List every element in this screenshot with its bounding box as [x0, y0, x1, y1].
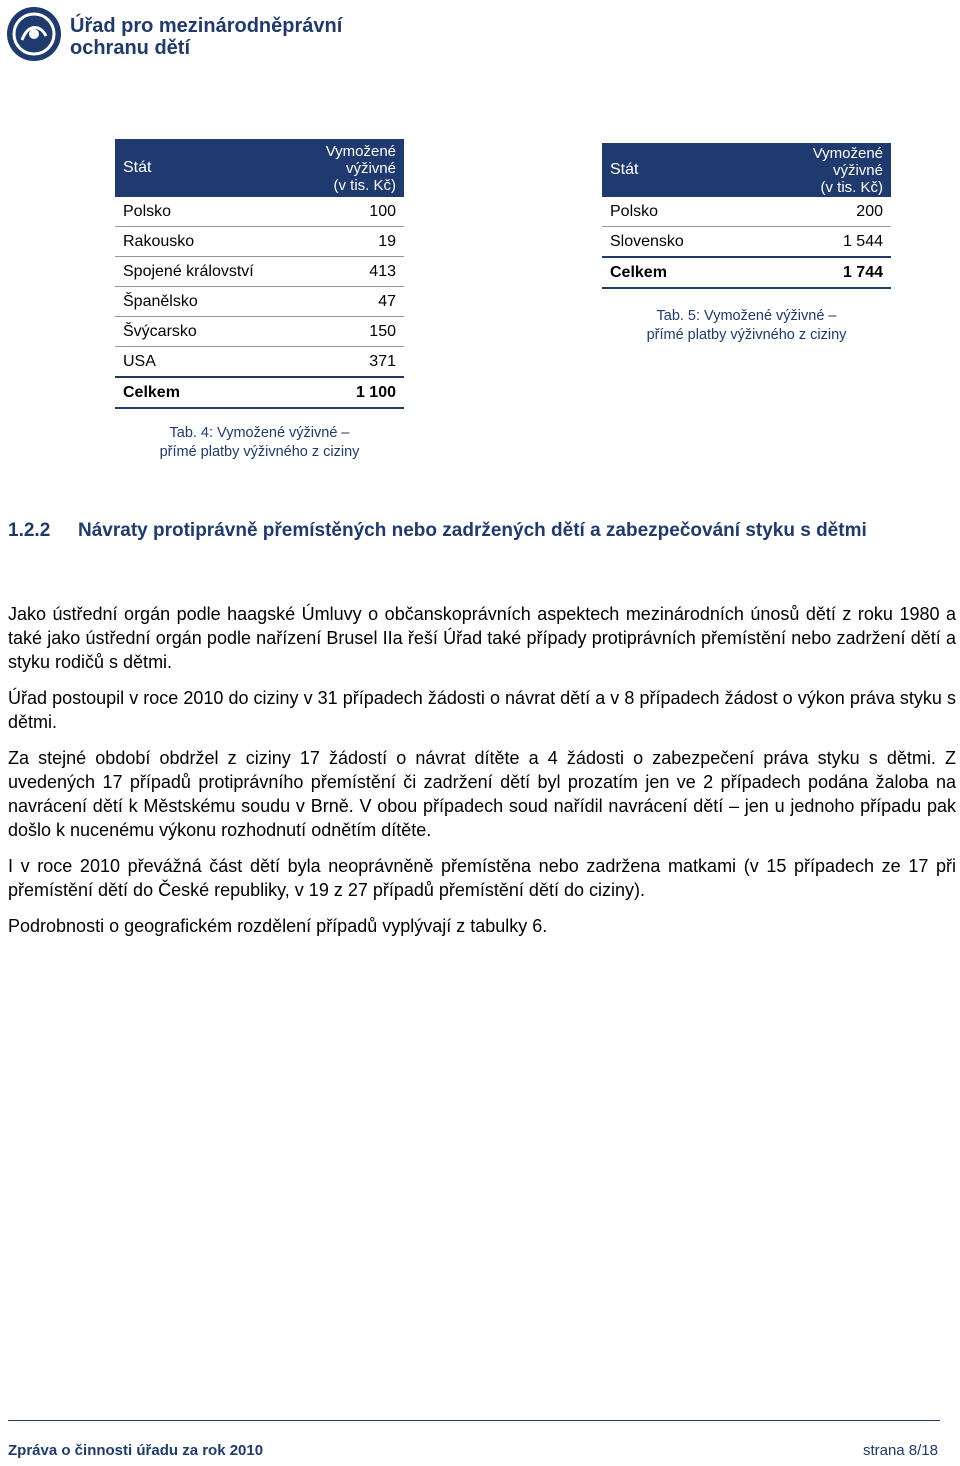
cell-value: 413 — [297, 257, 404, 287]
logo-emblem-icon — [6, 6, 62, 62]
paragraph: Úřad postoupil v roce 2010 do ciziny v 31 případech žádosti o návrat dětí a v 8 případech žádost o výkon práva styku s dětmi. — [8, 688, 956, 732]
section-title: Návraty protiprávně přemístěných nebo zadržených dětí a zabezpečování styku s dětmi — [78, 520, 867, 541]
header-value-l3: (v tis. Kč) — [333, 176, 396, 194]
table-header-row — [602, 143, 891, 197]
cell-value: 19 — [297, 227, 404, 257]
total-value: 1 744 — [749, 257, 891, 288]
cell-state: USA — [115, 347, 297, 378]
table-row — [115, 227, 404, 257]
section-number: 1.2.2 — [8, 520, 51, 541]
table-row — [115, 197, 404, 227]
table-4 — [115, 139, 404, 409]
paragraph: Podrobnosti o geografickém rozdělení případů vyplývají z tabulky 6. — [8, 916, 548, 936]
header-value-l2: výživné — [832, 161, 883, 179]
paragraph: Za stejné období obdržel z ciziny 17 žádostí o návrat dítěte a 4 žádosti o zabezpečení práva styku s dětmi. Z uvedených 17 případů protiprávního přemístění či zadržení dětí byl prozatím jen ve 2 případech podána žaloba na navrácení dětí k Městskému soudu v Brně. V obou případech soud nařídil navrácení dětí – jen u jednoho případu pak došlo k nucenému výkonu rozhodnutí odnětím dítěte. — [8, 748, 956, 840]
header-value-l3: (v tis. Kč) — [820, 178, 883, 196]
table-row — [115, 287, 404, 317]
cell-state: Rakousko — [115, 227, 297, 257]
header-value-l2: výživné — [345, 159, 396, 177]
caption-line-1: Tab. 4: Vymožené výživné – — [169, 425, 350, 441]
cell-state: Polsko — [602, 197, 749, 227]
header-value-l1: Vymožené — [812, 144, 883, 162]
table-row — [115, 347, 404, 378]
logo-line-2: ochranu dětí — [70, 37, 191, 59]
header-value — [749, 143, 891, 197]
logo-text — [70, 15, 342, 59]
table-row — [602, 227, 891, 258]
cell-state: Španělsko — [115, 287, 297, 317]
header-state: Stát — [115, 139, 297, 197]
header-value-l1: Vymožené — [325, 142, 396, 160]
table-4-caption — [115, 424, 404, 462]
caption-line-2: přímé platby výživného z ciziny — [646, 327, 847, 343]
cell-state: Švýcarsko — [115, 317, 297, 347]
caption-line-1: Tab. 5: Vymožené výživné – — [656, 308, 837, 324]
table-total-row — [115, 377, 404, 408]
cell-value: 47 — [297, 287, 404, 317]
cell-state: Slovensko — [602, 227, 749, 258]
table-row — [602, 197, 891, 227]
footer-divider — [8, 1420, 940, 1421]
cell-value: 100 — [297, 197, 404, 227]
header-value — [297, 139, 404, 197]
total-value: 1 100 — [297, 377, 404, 408]
table-row — [115, 257, 404, 287]
cell-state: Polsko — [115, 197, 297, 227]
cell-value: 150 — [297, 317, 404, 347]
table-row — [115, 317, 404, 347]
cell-value: 371 — [297, 347, 404, 378]
caption-line-2: přímé platby výživného z ciziny — [159, 444, 360, 460]
logo-line-1: Úřad pro mezinárodněprávní — [70, 15, 343, 37]
table-total-row — [602, 257, 891, 288]
footer-page-number: strana 8/18 — [862, 1442, 938, 1459]
cell-value: 200 — [749, 197, 891, 227]
table-5-caption — [602, 307, 891, 345]
logo — [6, 6, 343, 62]
body-text — [8, 602, 956, 950]
paragraph: Jako ústřední orgán podle haagské Úmluvy o občanskoprávních aspektech mezinárodních únosů dětí z roku 1980 a také jako ústřední orgán podle nařízení Brusel IIa řeší Úřad také případy protiprávních přemístění nebo zadržení dětí a styku rodičů s dětmi. — [8, 604, 956, 672]
table-header-row — [115, 139, 404, 197]
total-label: Celkem — [115, 377, 297, 408]
cell-value: 1 544 — [749, 227, 891, 258]
total-label: Celkem — [602, 257, 749, 288]
paragraph: I v roce 2010 převážná část dětí byla neoprávněně přemístěna nebo zadržena matkami (v 15 případech ze 17 při přemístění dětí do České republiky, v 19 z 27 případů přemístění dětí do ciziny). — [8, 856, 956, 900]
header-state: Stát — [602, 143, 749, 197]
table-5 — [602, 143, 891, 289]
footer-report-title: Zpráva o činnosti úřadu za rok 2010 — [8, 1442, 264, 1459]
cell-state: Spojené království — [115, 257, 297, 287]
